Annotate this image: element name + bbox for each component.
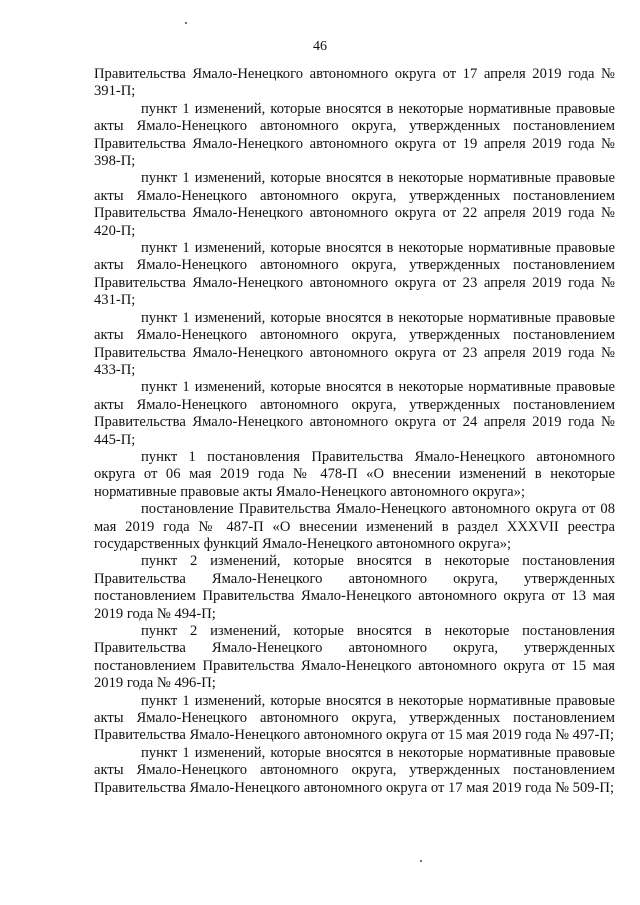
paragraph: пункт 2 изменений, которые вносятся в некоторые постановления Правительства Ямало-Ненецкого автономного округа, утвержденных постановлением Правительства Ямало-Ненецкого автономного округа от 13 мая 2019 года № 494-П;: [94, 553, 615, 622]
paragraph: пункт 1 изменений, которые вносятся в некоторые нормативные правовые акты Ямало-Ненецкого автономного округа, утвержденных постановлением Правительства Ямало-Ненецкого автономного округа от 23 апреля 2019 года № 431-П;: [94, 240, 615, 309]
paragraph: пункт 1 изменений, которые вносятся в некоторые нормативные правовые акты Ямало-Ненецкого автономного округа, утвержденных постановлением Правительства Ямало-Ненецкого автономного округа от 23 апреля 2019 года № 433-П;: [94, 309, 615, 378]
page-number: 46: [313, 39, 327, 54]
paragraph: Правительства Ямало-Ненецкого автономного округа от 17 апреля 2019 года № 391-П;: [94, 66, 615, 100]
paragraph: пункт 1 изменений, которые вносятся в некоторые нормативные правовые акты Ямало-Ненецкого автономного округа, утвержденных постановлением Правительства Ямало-Ненецкого автономного округа от 19 апреля 2019 года № 398-П;: [94, 100, 615, 170]
paragraph: постановление Правительства Ямало-Ненецкого автономного округа от 08 мая 2019 года № 487-П «О внесении изменений в раздел XXXVII реестра государственных функций Ямало-Ненецкого автономного округа»;: [94, 501, 615, 552]
paragraph: пункт 1 изменений, которые вносятся в некоторые нормативные правовые акты Ямало-Ненецкого автономного округа, утвержденных постановлением Правительства Ямало-Ненецкого автономного округа от 24 апреля 2019 года № 445-П;: [94, 379, 615, 448]
paragraph: пункт 1 изменений, которые вносятся в некоторые нормативные правовые акты Ямало-Ненецкого автономного округа, утвержденных постановлением Правительства Ямало-Ненецкого автономного округа от 22 апреля 2019 года № 420-П;: [94, 170, 615, 239]
document-body: [94, 66, 615, 797]
paragraph: пункт 1 постановления Правительства Ямало-Ненецкого автономного округа от 06 мая 2019 года № 478-П «О внесении изменений в некоторые нормативные правовые акты Ямало-Ненецкого автономного округа»;: [94, 448, 615, 500]
scan-speck: [185, 22, 187, 24]
paragraph: пункт 1 изменений, которые вносятся в некоторые нормативные правовые акты Ямало-Ненецкого автономного округа, утвержденных постановлением Правительства Ямало-Ненецкого автономного округа от 15 мая 2019 года № 497-П;: [94, 692, 615, 744]
scan-speck: [420, 860, 422, 862]
paragraph: пункт 1 изменений, которые вносятся в некоторые нормативные правовые акты Ямало-Ненецкого автономного округа, утвержденных постановлением Правительства Ямало-Ненецкого автономного округа от 17 мая 2019 года № 509-П;: [94, 744, 615, 796]
paragraph: пункт 2 изменений, которые вносятся в некоторые постановления Правительства Ямало-Ненецкого автономного округа, утвержденных постановлением Правительства Ямало-Ненецкого автономного округа от 15 мая 2019 года № 496-П;: [94, 623, 615, 692]
